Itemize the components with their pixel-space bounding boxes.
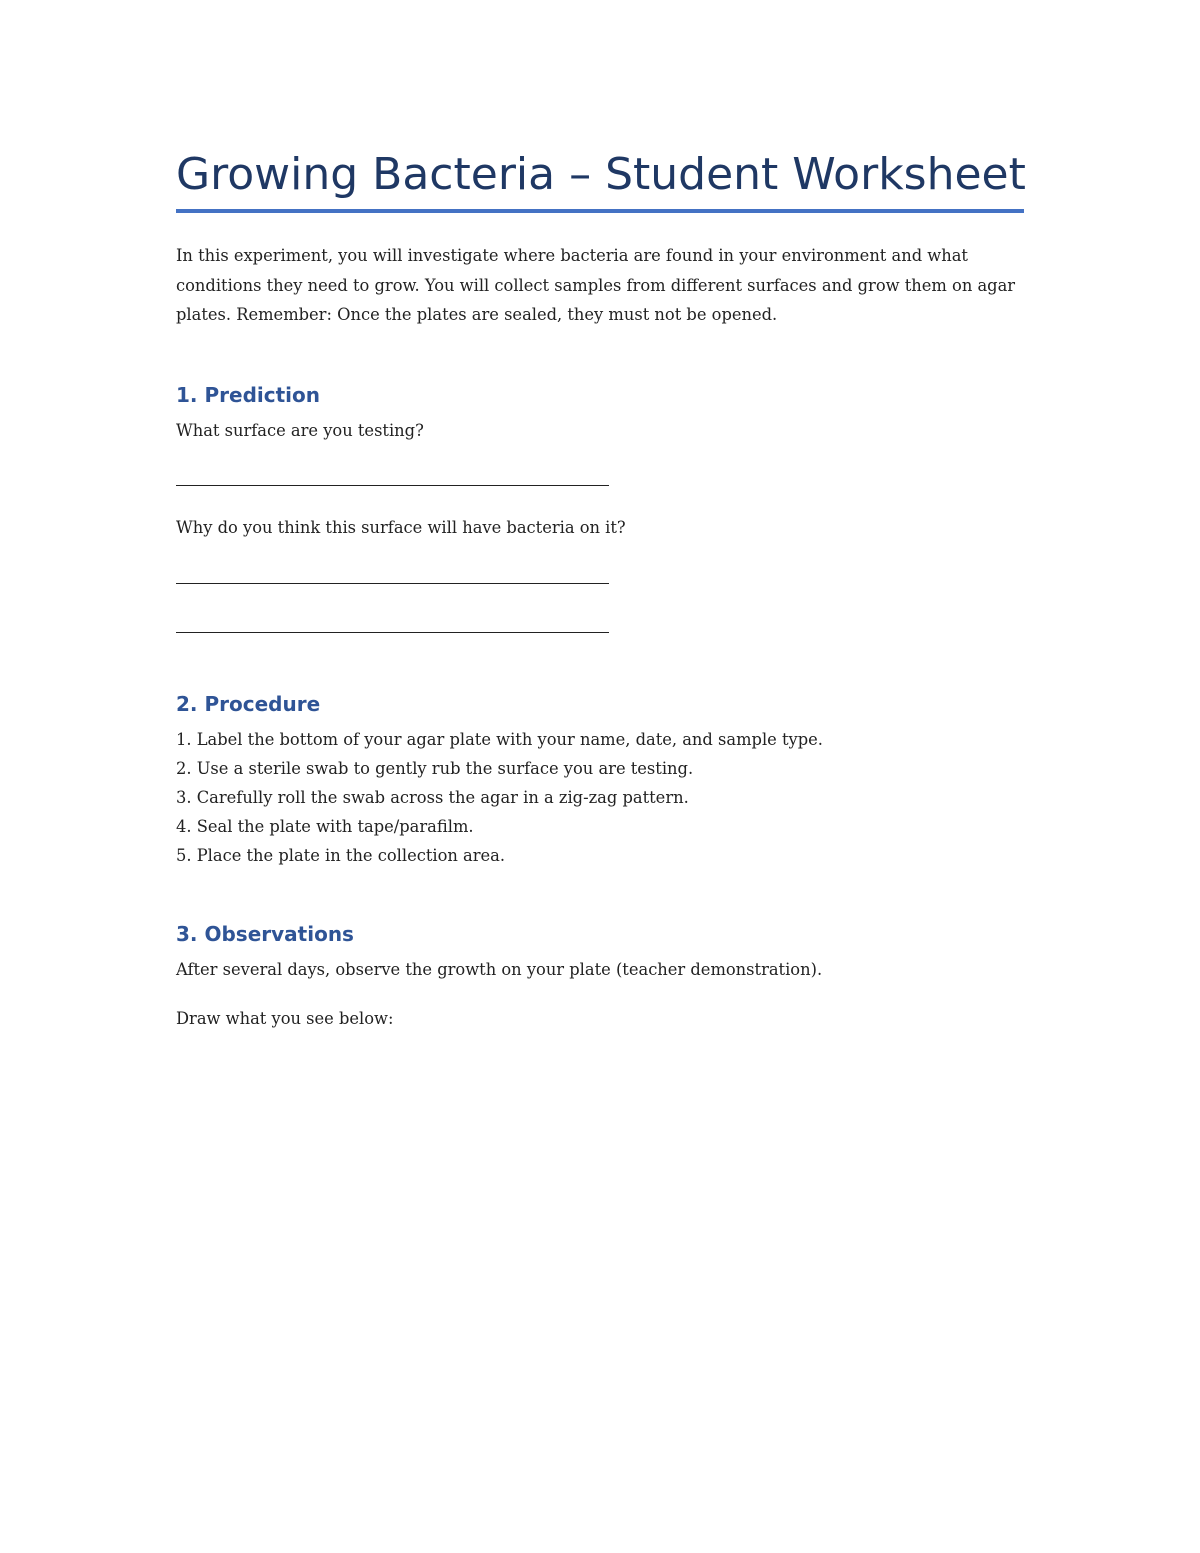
prediction-question-reason: Why do you think this surface will have bacteria on it? <box>176 518 626 537</box>
answer-line-reason-1[interactable] <box>176 583 609 584</box>
observations-heading: 3. Observations <box>176 922 354 946</box>
procedure-heading: 2. Procedure <box>176 692 321 716</box>
answer-line-reason-2[interactable] <box>176 632 609 633</box>
procedure-step: 2. Use a sterile swab to gently rub the surface you are testing. <box>176 759 694 778</box>
title-underline <box>176 209 1024 213</box>
procedure-step: 1. Label the bottom of your agar plate with your name, date, and sample type. <box>176 730 823 749</box>
prediction-heading: 1. Prediction <box>176 383 320 407</box>
procedure-step: 4. Seal the plate with tape/parafilm. <box>176 817 474 836</box>
procedure-step: 3. Carefully roll the swab across the agar in a zig-zag pattern. <box>176 788 689 807</box>
intro-paragraph: In this experiment, you will investigate where bacteria are found in your environment and what conditions they need to grow. You will collect samples from different surfaces and grow them on agar plates. Remember: Once the plates are sealed, they must not be opened. <box>176 246 1016 324</box>
procedure-step: 5. Place the plate in the collection area. <box>176 846 506 865</box>
observations-instruction: After several days, observe the growth on your plate (teacher demonstration). <box>176 960 823 979</box>
procedure-steps-list <box>176 725 823 870</box>
answer-line-surface[interactable] <box>176 485 609 486</box>
page-title: Growing Bacteria – Student Worksheet <box>176 149 1026 200</box>
observations-draw-prompt: Draw what you see below: <box>176 1009 394 1028</box>
prediction-question-surface: What surface are you testing? <box>176 421 424 440</box>
